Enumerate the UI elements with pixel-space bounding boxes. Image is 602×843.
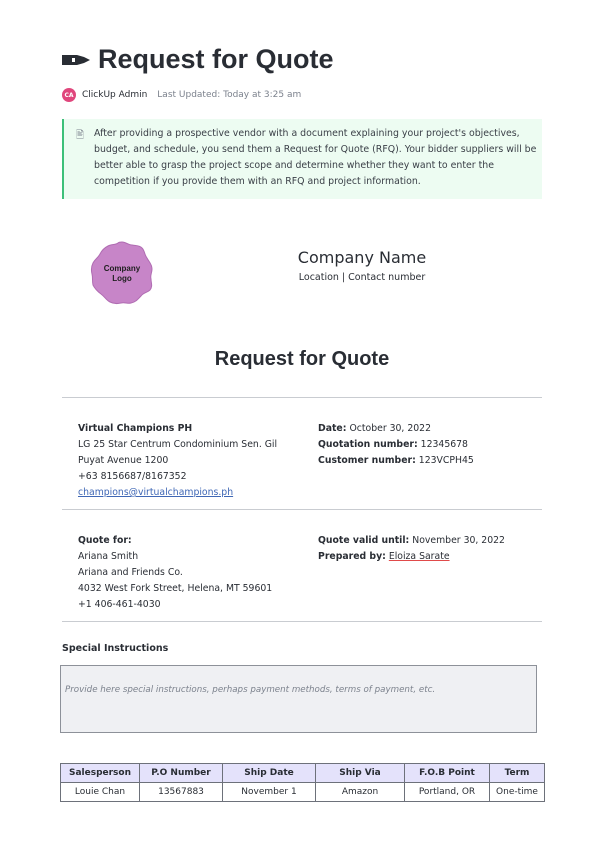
cell-ship-via: Amazon [316,783,405,802]
callout [62,119,542,199]
callout-text: After providing a prospective vendor with a document explaining your project's objectives, budget, and schedule, you send them a Request for Quote (RFQ). Your bidder suppliers will be better able to grasp the project scope and determine whether they want to enter the competition if you provide them with an RFQ and project information. [94,128,537,187]
company-logo [90,241,154,305]
avatar[interactable]: CA [62,88,76,102]
client-address: 4032 West Fork Street, Helena, MT 59601 [78,583,273,594]
date-label: Date: [318,423,347,434]
date-value: October 30, 2022 [349,423,431,434]
quote-for-block [78,533,272,613]
divider [62,509,542,510]
pen-icon [62,52,90,68]
cell-ship-date: November 1 [223,783,316,802]
page-title: Request for Quote [98,44,334,74]
cell-po-number: 13567883 [140,783,223,802]
client-name: Ariana Smith [78,551,139,562]
quotation-label: Quotation number: [318,439,418,450]
company-location-contact: Location | Contact number [298,272,426,283]
logo-line-1: Company [103,264,141,273]
vendor-name: Virtual Champions PH [78,423,193,434]
col-term: Term [490,764,545,783]
customer-value: 123VCPH45 [418,455,474,466]
special-instructions-text: Provide here special instructions, perhaps payment methods, terms of payment, etc. [65,685,436,695]
company-name: Company Name [297,248,427,267]
special-instructions-label: Special Instructions [62,643,169,654]
quotation-value: 12345678 [420,439,468,450]
vendor-block [78,421,277,501]
client-phone: +1 406-461-4030 [78,599,161,610]
cell-term: One-time [490,783,545,802]
prepared-by-label: Prepared by: [318,551,386,562]
special-instructions-box[interactable] [60,665,537,733]
vendor-phone: +63 8156687/8167352 [78,471,187,482]
title-row [62,44,334,75]
col-po-number: P.O Number [140,764,223,783]
col-ship-date: Ship Date [223,764,316,783]
table-row [61,783,545,802]
valid-until-value: November 30, 2022 [412,535,505,546]
col-fob-point: F.O.B Point [405,764,490,783]
rfq-heading: Request for Quote [214,348,390,370]
note-icon: 🖹 [76,130,85,141]
quote-for-label: Quote for: [78,535,132,546]
col-salesperson: Salesperson [61,764,140,783]
cell-salesperson: Louie Chan [61,783,140,802]
vendor-email-link[interactable]: champions@virtualchampions.ph [78,487,234,498]
divider [62,397,542,398]
logo-line-2: Logo [112,274,132,283]
cell-fob-point: Portland, OR [405,783,490,802]
vendor-address-2: Puyat Avenue 1200 [78,455,169,466]
table-header-row [61,764,545,783]
shipping-table [60,763,545,802]
doc-meta [62,88,301,102]
divider [62,621,542,622]
validity-block [318,533,505,565]
client-company: Ariana and Friends Co. [78,567,183,578]
last-updated: Last Updated: Today at 3:25 am [157,90,302,100]
quote-meta-block [318,421,474,469]
valid-until-label: Quote valid until: [318,535,410,546]
vendor-address-1: LG 25 Star Centrum Condominium Sen. Gil [78,439,278,450]
prepared-by-value: Eloiza Sarate [388,551,450,562]
customer-label: Customer number: [318,455,416,466]
author-name[interactable]: ClickUp Admin [82,90,148,100]
col-ship-via: Ship Via [316,764,405,783]
